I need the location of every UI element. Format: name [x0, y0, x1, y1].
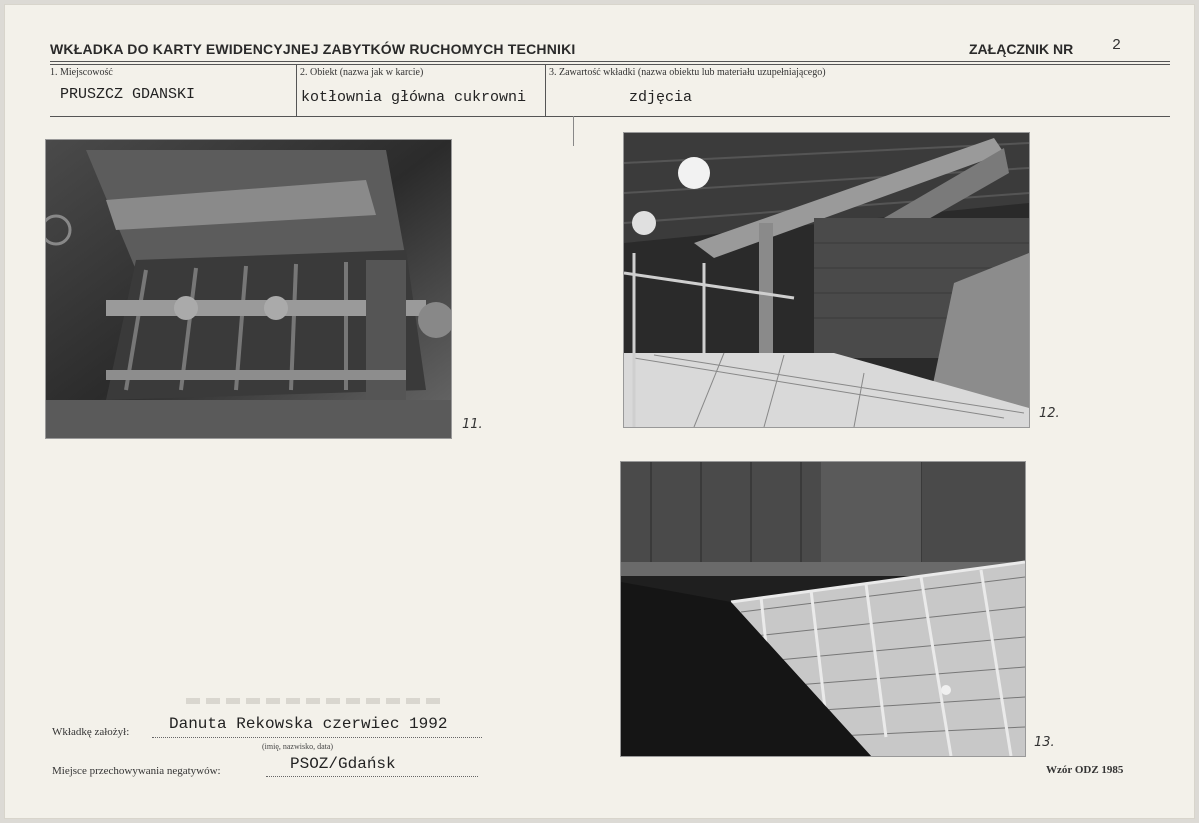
photo-boiler-room	[624, 133, 1029, 427]
contents-label: 3. Zawartość wkładki (nazwa obiektu lub materiału uzupełniającego)	[549, 67, 826, 78]
contents-value: zdjęcia	[629, 89, 693, 106]
negatives-storage-label: Miejsce przechowywania negatywów:	[52, 765, 221, 777]
photo-number-12: 12.	[1039, 406, 1060, 421]
created-by-label: Wkładkę założył:	[52, 726, 130, 738]
fields-rule-bottom	[50, 116, 1170, 117]
created-by-note: (imię, nazwisko, data)	[262, 742, 334, 751]
field-divider-1	[296, 64, 297, 116]
object-label: 2. Obiekt (nazwa jak w karcie)	[300, 67, 424, 78]
photo-number-11: 11.	[462, 417, 483, 432]
created-by-line	[152, 737, 482, 738]
field-divider-tick	[573, 116, 574, 146]
negatives-storage-line	[266, 776, 478, 777]
annex-number: 2	[1112, 37, 1122, 54]
location-value: PRUSZCZ GDANSKI	[60, 86, 196, 103]
photo-number-13: 13.	[1034, 735, 1055, 750]
photo-conveyor	[621, 462, 1025, 756]
inventory-card-insert	[4, 4, 1195, 819]
negatives-storage-value: PSOZ/Gdańsk	[290, 755, 396, 773]
form-code: Wzór ODZ 1985	[1046, 764, 1124, 776]
form-title: WKŁADKA DO KARTY EWIDENCYJNEJ ZABYTKÓW RUCHOMYCH TECHNIKI	[50, 41, 576, 57]
header-rule-top	[50, 61, 1170, 62]
field-divider-2	[545, 64, 546, 116]
annex-label: ZAŁĄCZNIK NR	[969, 41, 1074, 57]
header-rule-top-2	[50, 64, 1170, 65]
object-value: kotłownia główna cukrowni	[301, 89, 527, 106]
location-label: 1. Miejscowość	[50, 67, 113, 78]
faint-stamp-mark	[186, 698, 446, 704]
created-by-value: Danuta Rekowska czerwiec 1992	[169, 715, 448, 733]
photo-machinery	[46, 140, 451, 438]
